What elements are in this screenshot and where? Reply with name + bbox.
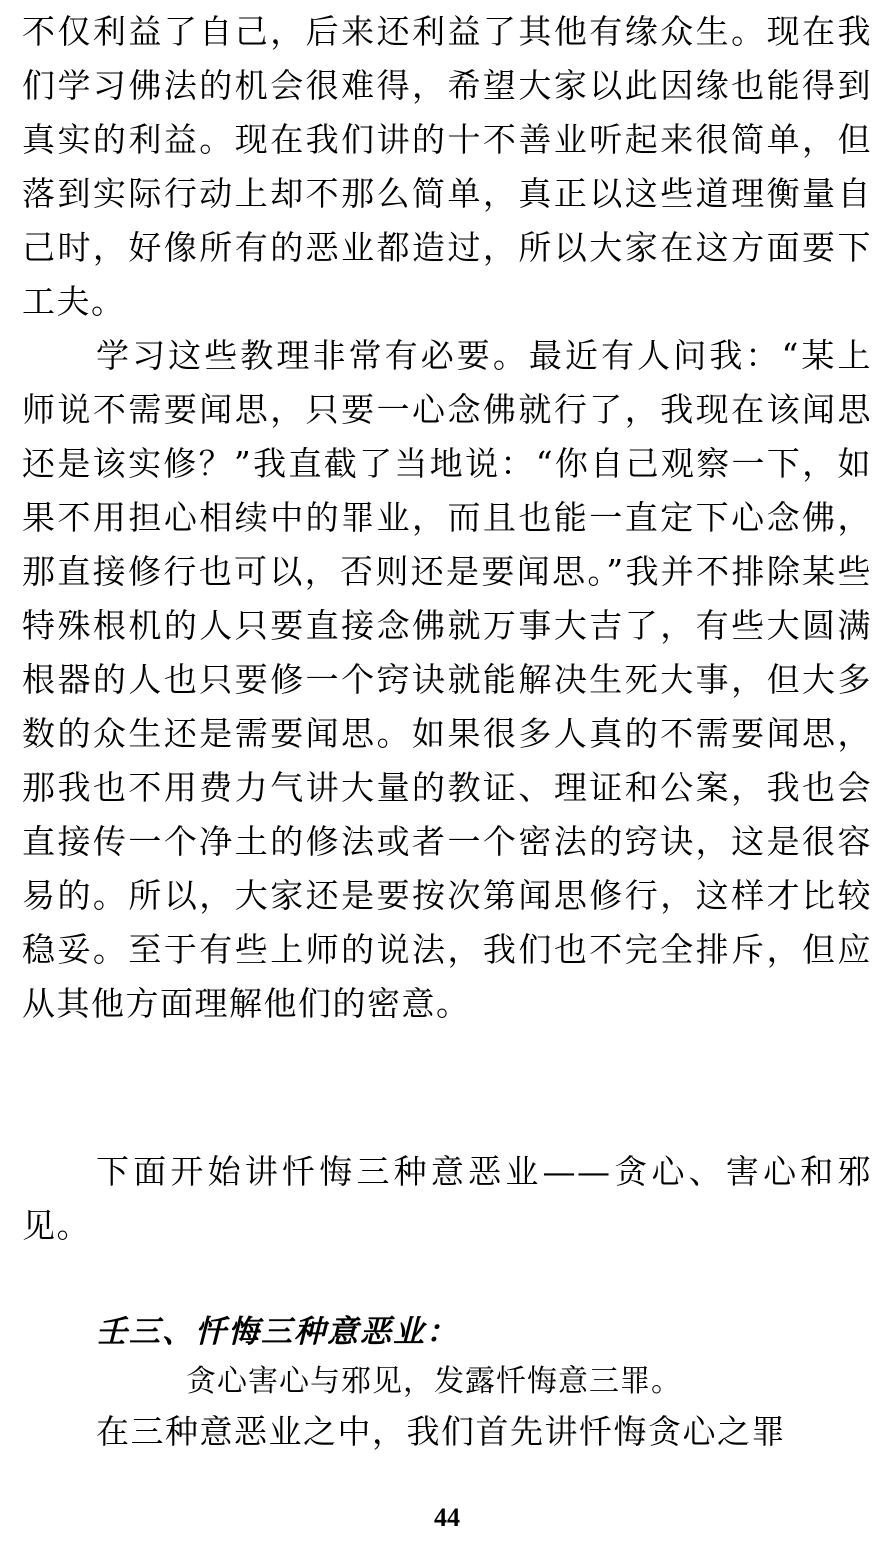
paragraph-4: 在三种意恶业之中，我们首先讲忏悔贪心之罪 [96,1412,786,1451]
verse-line: 贪心害心与邪见，发露忏悔意三罪。 [186,1364,682,1399]
paragraph-3: 下面开始讲忏悔三种意恶业——贪心、害心和邪见。 [22,1152,872,1245]
section-heading: 壬三、忏悔三种意恶业： [96,1314,459,1350]
paragraph-2: 学习这些教理非常有必要。最近有人问我：“某上师说不需要闻思，只要一心念佛就行了，我现在该闻思还是该实修？”我直截了当地说：“你自己观察一下，如果不用担心相续中的罪业，而且也能一直定下心念佛，那直接修行也可以，否则还是要闻思。”我并不排除某些特殊根机的人只要直接念佛就万事大吉了，有些大圆满根器的人也只要修一个窍诀就能解决生死大事，但大多数的众生还是需要闻思。如果很多人真的不需要闻思，那我也不用费力气讲大量的教证、理证和公案，我也会直接传一个净土的修法或者一个密法的窍诀，这是很容易的。所以，大家还是要按次第闻思修行，这样才比较稳妥。至于有些上师的说法，我们也不完全排斥，但应从其他方面理解他们的密意。 [22,336,872,1023]
paragraph-1: 不仅利益了自己，后来还利益了其他有缘众生。现在我们学习佛法的机会很难得，希望大家以此因缘也能得到真实的利益。现在我们讲的十不善业听起来很简单，但落到实际行动上却不那么简单，真正以这些道理衡量自己时，好像所有的恶业都造过，所以大家在这方面要下工夫。 [22,12,872,321]
document-page [22,0,872,1546]
page-number: 44 [434,1503,460,1532]
